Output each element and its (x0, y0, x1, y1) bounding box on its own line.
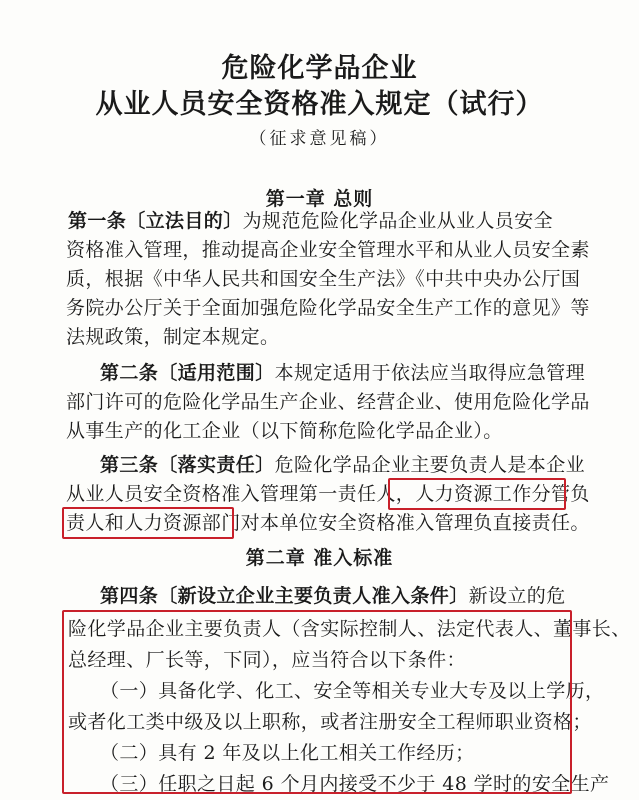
article-3-text-3b: 对本单位安全资格准入管理负直接责任。 (240, 512, 590, 534)
article-4-line-3: 总经理、厂长等，下同），应当符合以下条件： (68, 649, 466, 671)
article-4-item-2: （二）具有 2 年及以上化工相关工作经历； (100, 742, 475, 764)
article-2-heading: 第二条〔适用范围〕 (100, 362, 275, 384)
article-3-line-1 (100, 452, 585, 478)
article-1-heading: 第一条〔立法目的〕 (68, 210, 243, 232)
chapter-2-heading: 第二章 准入标准 (245, 547, 394, 569)
article-1-line-1 (68, 208, 553, 234)
highlight-box-hr-dept (62, 507, 234, 539)
article-3-text-2a: 从业人员安全资格准入管理第一责任人， (66, 483, 416, 505)
article-4-line-2: 险化学品企业主要负责人（含实际控制人、法定代表人、董事长、 (68, 618, 631, 640)
chapter-1-heading: 第一章 总则 (265, 188, 374, 210)
article-4-item-1: （一）具备化学、化工、安全等相关专业大专及以上学历， (100, 680, 605, 702)
article-1-line-2: 资格准入管理，推动提高企业安全管理水平和从业人员安全素 (66, 239, 590, 261)
doc-title-line2: 从业人员安全资格准入规定（试行） (95, 89, 544, 120)
doc-title-line1: 危险化学品企业 (221, 53, 418, 84)
article-3-heading: 第三条〔落实责任〕 (100, 454, 275, 476)
article-2-line-1 (100, 360, 585, 386)
article-3-highlight-1: 人力资源工作分管负 (415, 483, 590, 505)
article-4-item-3: （三）任职之日起 6 个月内接受不少于 48 学时的安全生产 (100, 773, 610, 795)
article-2-line-2: 部门许可的危险化学品生产企业、经营企业、使用危险化学品 (66, 391, 590, 413)
highlight-box-hr-head (388, 478, 566, 510)
article-3-text: 危险化学品企业主要负责人是本企业 (274, 454, 586, 476)
article-4-line-1 (100, 583, 566, 609)
article-2-text: 本规定适用于依法应当取得应急管理 (274, 362, 586, 384)
article-1-line-5: 法规政策，制定本规定。 (66, 326, 280, 348)
article-1-line-4: 务院办公厅关于全面加强危险化学品安全生产工作的意见》等 (66, 297, 590, 319)
article-2-line-3: 从事生产的化工企业（以下简称危险化学品企业）。 (66, 420, 503, 442)
article-1-text: 为规范危险化学品企业从业人员安全 (242, 210, 554, 232)
article-4-heading: 第四条〔新设立企业主要负责人准入条件〕 (100, 585, 469, 607)
article-4-line-5: 或者化工类中级及以上职称，或者注册安全工程师职业资格； (68, 711, 592, 733)
article-3-highlight-2: 责人和人力资源部门 (66, 512, 241, 534)
article-4-text: 新设立的危 (468, 585, 566, 607)
article-1-line-3: 质，根据《中华人民共和国安全生产法》《中共中央办公厅国 (66, 268, 581, 290)
highlight-box-article-4 (62, 610, 572, 794)
doc-subtitle: （征求意见稿） (249, 129, 390, 149)
